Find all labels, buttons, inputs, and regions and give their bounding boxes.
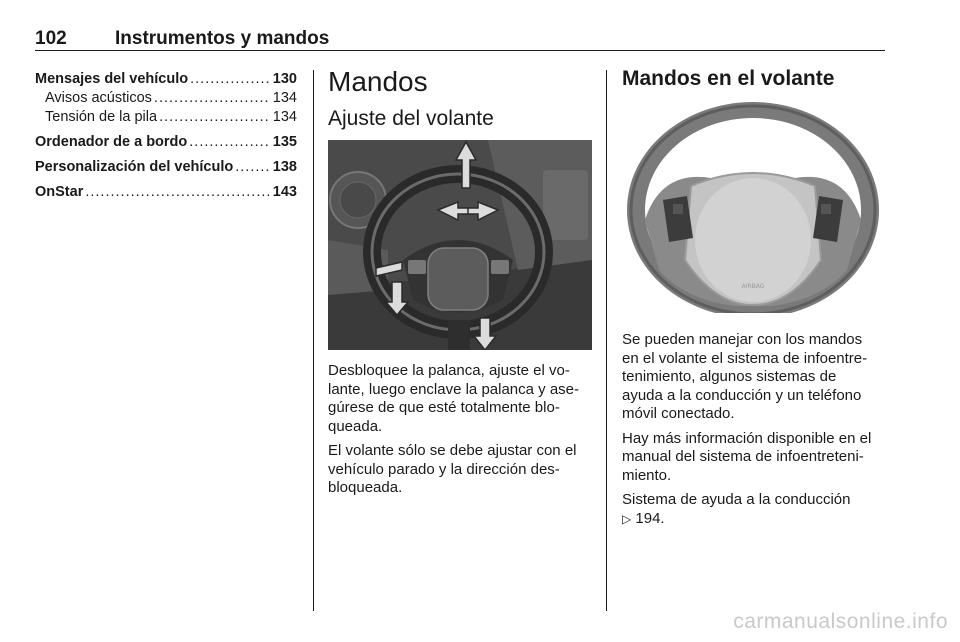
svg-text:AIRBAG: AIRBAG (741, 283, 765, 290)
text-line: bloqueada. (328, 479, 403, 496)
toc-entry[interactable] (35, 183, 297, 202)
toc-entry[interactable] (35, 89, 297, 108)
page-number: 102 (35, 28, 67, 49)
page-header (35, 24, 885, 51)
text-line: queada. (328, 417, 383, 435)
watermark: carmanualsonline.info (733, 610, 948, 633)
text-line: móvil conectado. (622, 405, 735, 422)
toc-entry-page: 135 (272, 134, 297, 150)
paragraph (622, 430, 887, 486)
toc-entry-page: 134 (272, 90, 297, 106)
text-line: gúrese de que esté totalmente blo- (328, 399, 560, 416)
toc-leader (154, 89, 271, 108)
toc-entry-title: Tensión de la pila (45, 109, 158, 125)
section-mandos (328, 66, 593, 496)
text-line: manual del sistema de infoentreteni- (622, 448, 864, 465)
steering-wheel-adjustment-illustration (328, 140, 592, 350)
text-line: en el volante el sistema de infoentre- (622, 349, 868, 367)
table-of-contents (35, 70, 297, 202)
toc-leader (85, 183, 270, 202)
section-body (622, 331, 887, 534)
toc-entry-page: 134 (272, 109, 297, 125)
text-line: Hay más información disponible en el (622, 429, 872, 447)
section-body (328, 362, 593, 504)
toc-entry-page: 138 (272, 159, 297, 175)
toc-entry-title: Mensajes del vehículo (35, 71, 189, 87)
steering-wheel-controls-illustration (621, 100, 885, 313)
cross-reference-link[interactable] (622, 510, 887, 529)
text-line: Sistema de ayuda a la conducción (622, 491, 851, 508)
text-line: vehículo parado y la dirección des- (328, 460, 560, 478)
toc-entry[interactable] (35, 108, 297, 127)
toc-entry[interactable] (35, 158, 297, 177)
chapter-title: Instrumentos y mandos (115, 28, 330, 49)
text-line: miento. (622, 466, 672, 484)
text-line: lante, luego enclave la palanca y ase- (328, 380, 580, 398)
text-line: ayuda a la conducción y un teléfono (622, 386, 862, 404)
text-line: Se pueden manejar con los mandos (622, 331, 863, 348)
text-line: Desbloquee la palanca, ajuste el vo- (328, 362, 570, 379)
column-divider (313, 70, 314, 611)
subsection-heading: Ajuste del volante (328, 107, 494, 130)
toc-entry-title: OnStar (35, 184, 84, 200)
toc-entry-title: Ordenador de a bordo (35, 134, 188, 150)
toc-entry-page: 143 (272, 184, 297, 200)
paragraph (622, 491, 887, 528)
paragraph (622, 331, 887, 424)
toc-entry[interactable] (35, 70, 297, 89)
paragraph (328, 362, 593, 436)
toc-leader (159, 108, 271, 127)
column-divider (606, 70, 607, 611)
section-heading: Mandos (328, 66, 428, 97)
toc-leader (190, 70, 271, 89)
arrow-right-icon: ▷ (622, 511, 632, 526)
paragraph (328, 442, 593, 498)
toc-leader (189, 133, 271, 152)
page-reference: 194. (635, 509, 665, 527)
toc-entry-title: Personalización del vehículo (35, 159, 234, 175)
text-line: tenimiento, algunos sistemas de (622, 368, 837, 385)
section-heading: Mandos en el volante (622, 67, 835, 90)
text-line: El volante sólo se debe ajustar con el (328, 442, 577, 459)
toc-entry[interactable] (35, 133, 297, 152)
toc-entry-title: Avisos acústicos (45, 90, 152, 106)
toc-entry-page: 130 (272, 71, 297, 87)
toc-leader (235, 158, 271, 177)
